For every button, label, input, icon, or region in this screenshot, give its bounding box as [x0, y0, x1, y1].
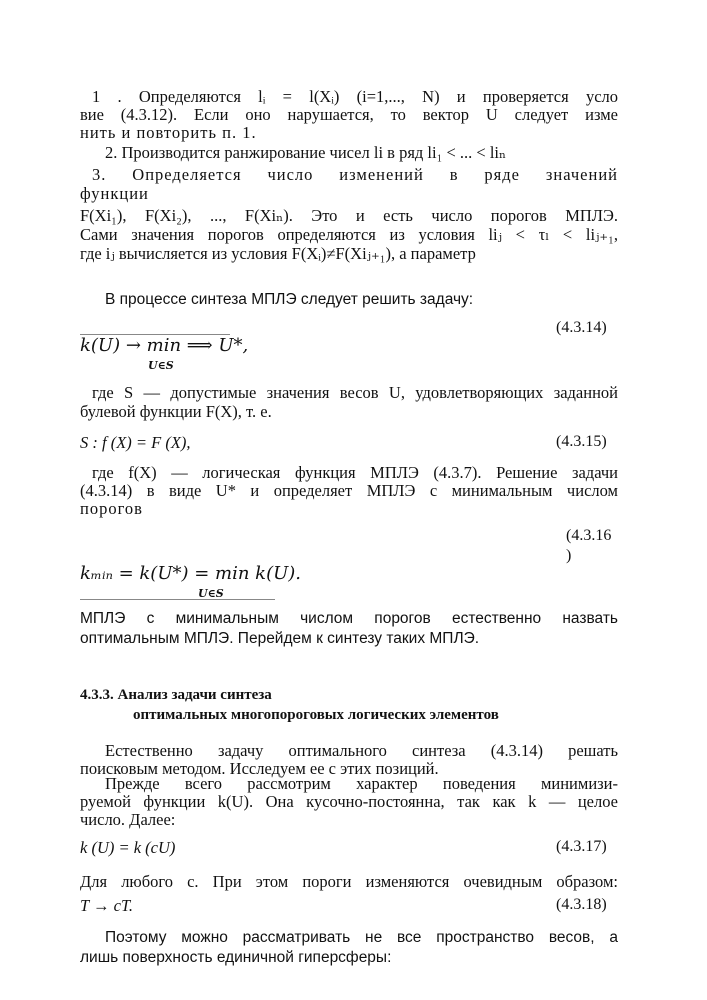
item1-line2: вие (4.3.12). Если оно нарушается, то вектор U следует изме	[80, 105, 618, 124]
optimal-mple-line1: МПЛЭ с минимальным числом порогов естественно назвать	[80, 610, 618, 627]
eq-4-3-16: kₘᵢₙ = k(U*) = min k(U).	[80, 563, 302, 584]
item3-line2: функции	[80, 184, 149, 203]
section-heading-line2: оптимальных многопороговых логических элементов	[133, 707, 499, 723]
eq-4-3-16-number-line2: )	[566, 547, 572, 564]
eq-4-3-15-number: (4.3.15)	[556, 433, 607, 450]
eq-4-3-14-subscript: U∈S	[148, 359, 174, 372]
section-heading-line1: 4.3.3. Анализ задачи синтеза	[80, 687, 272, 703]
weights-definition-line2: булевой функции F(X), т. е.	[80, 402, 272, 421]
item3-line4: Сами значения порогов определяются из условия liⱼ < τₗ < liⱼ₊₁,	[80, 225, 618, 244]
hypersphere-line2: лишь поверхность единичной гиперсферы:	[80, 949, 392, 966]
eq-4-3-16-rule	[80, 599, 275, 600]
item1-line3: нить и повторить п. 1.	[80, 123, 257, 142]
eq-4-3-15: S : f (X) = F (X),	[80, 433, 191, 452]
synthesis-intro: В процессе синтеза МПЛЭ следует решить задачу:	[105, 291, 474, 308]
optimal-mple-line2: оптимальным МПЛЭ. Перейдем к синтезу таких МПЛЭ.	[80, 630, 480, 647]
behaviour-line1: Прежде всего рассмотрим характер поведения минимизи-	[105, 774, 618, 793]
item3-line3: F(Xi₁), F(Xi₂), ..., F(Xiₙ). Это и есть число порогов МПЛЭ.	[80, 206, 618, 225]
behaviour-line2: руемой функции k(U). Она кусочно-постоянна, так как k — целое	[80, 792, 618, 811]
eq-4-3-17-number: (4.3.17)	[556, 838, 607, 855]
thresholds-line: Для любого c. При этом пороги изменяются очевидным образом:	[80, 872, 618, 891]
behaviour-line3: число. Далее:	[80, 810, 176, 829]
eq-4-3-14-number: (4.3.14)	[556, 319, 607, 336]
hypersphere-line1: Поэтому можно рассматривать не все пространство весов, а	[105, 929, 618, 946]
logic-function-line2: (4.3.14) в виде U* и определяет МПЛЭ с минимальным числом	[80, 481, 618, 500]
eq-4-3-14: k(U) → min ⟹ U*,	[80, 335, 249, 356]
weights-definition-line1: где S — допустимые значения весов U, удовлетворяющих заданной	[92, 383, 618, 402]
item3-line5: где iⱼ вычисляется из условия F(Xᵢ)≠F(Xiⱼ₊₁), а параметр	[80, 244, 476, 263]
eq-4-3-16-subscript: U∈S	[198, 587, 224, 600]
search-method-line1: Естественно задачу оптимального синтеза (4.3.14) решать	[105, 741, 618, 760]
item2-line: 2. Производится ранжирование чисел li в ряд li₁ < ... < liₙ	[105, 143, 507, 162]
logic-function-line1: где f(X) — логическая функция МПЛЭ (4.3.7). Решение задачи	[92, 463, 618, 482]
search-method-line2: поисковым методом. Исследуем ее с этих позиций.	[80, 759, 439, 778]
logic-function-line3: порогов	[80, 499, 143, 518]
eq-4-3-17: k (U) = k (cU)	[80, 838, 176, 857]
item1-line1: 1 . Определяются lᵢ = l(Xᵢ) (i=1,..., N) и проверяется усло	[92, 87, 618, 106]
eq-4-3-18: T → cT.	[80, 896, 134, 915]
eq-4-3-16-number-line1: (4.3.16	[566, 527, 612, 544]
eq-4-3-18-number: (4.3.18)	[556, 896, 607, 913]
item3-line1: 3. Определяется число изменений в ряде значений	[92, 165, 618, 184]
